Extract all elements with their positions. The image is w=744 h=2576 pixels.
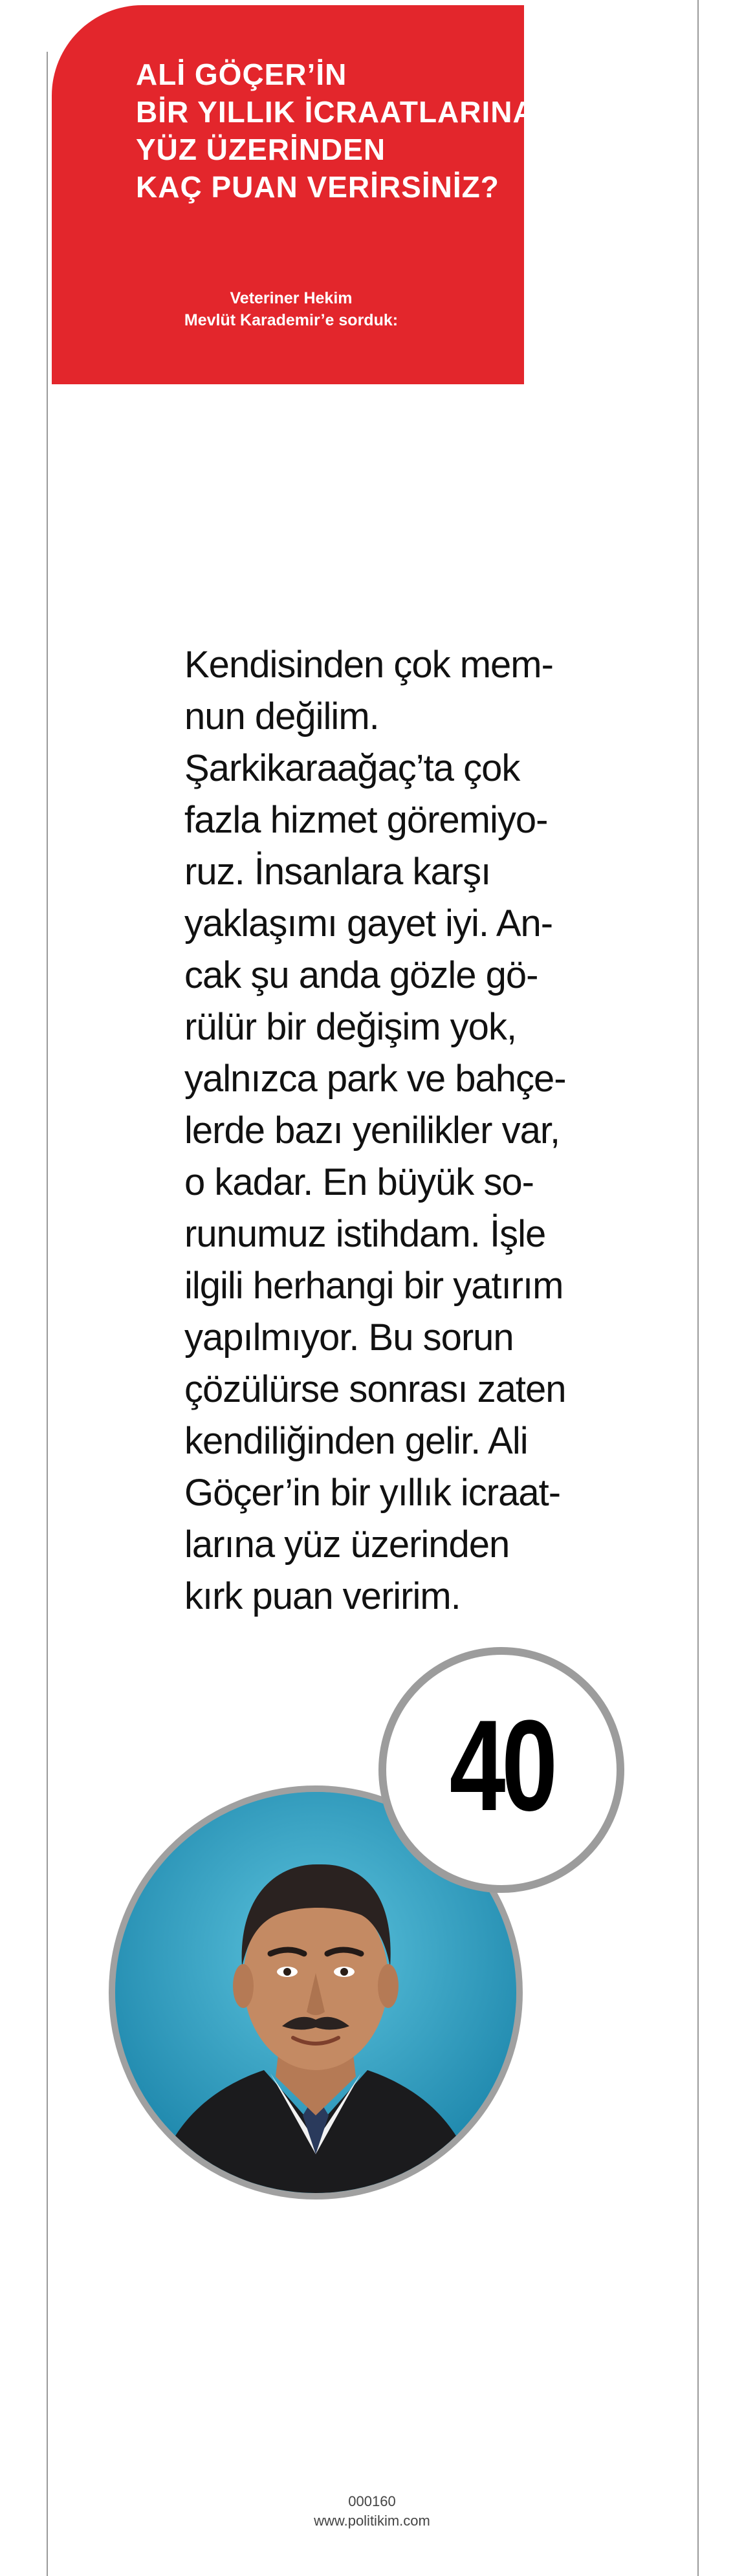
question-title-line: YÜZ ÜZERİNDEN bbox=[136, 133, 386, 166]
answer-line: Göçer’in bir yıllık icraat- bbox=[184, 1472, 561, 1514]
site-url: www.politikim.com bbox=[314, 2513, 430, 2529]
answer-line: cak şu anda gözle gö- bbox=[184, 954, 538, 996]
answer-line: lerde bazı yenilikler var, bbox=[184, 1109, 560, 1152]
question-title-line: BİR YILLIK İCRAATLARINA bbox=[136, 95, 535, 129]
answer-line: Şarkikaraağaç’ta çok bbox=[184, 747, 520, 789]
question-title-line: KAÇ PUAN VERİRSİNİZ? bbox=[136, 170, 499, 204]
page-footer bbox=[259, 2492, 485, 2531]
answer-text bbox=[184, 639, 585, 1622]
question-header bbox=[52, 5, 535, 384]
answer-line: fazla hizmet göremiyo- bbox=[184, 799, 548, 841]
interviewee-name: Mevlüt Karademir’e sorduk: bbox=[184, 311, 399, 329]
score-badge bbox=[378, 1647, 624, 1893]
answer-line: kırk puan veririm. bbox=[184, 1575, 461, 1617]
answer-line: Kendisinden çok mem- bbox=[184, 644, 553, 686]
left-border-rule bbox=[47, 52, 48, 2576]
answer-line: kendiliğinden gelir. Ali bbox=[184, 1420, 528, 1462]
answer-line: yaklaşımı gayet iyi. An- bbox=[184, 902, 553, 944]
answer-line: rülür bir değişim yok, bbox=[184, 1006, 517, 1048]
answer-line: runumuz istihdam. İşle bbox=[184, 1213, 546, 1255]
answer-line: larına yüz üzerinden bbox=[184, 1523, 510, 1566]
answer-line: yapılmıyor. Bu sorun bbox=[184, 1316, 514, 1359]
interviewee-title: Veteriner Hekim bbox=[230, 289, 353, 307]
answer-line: yalnızca park ve bahçe- bbox=[184, 1058, 566, 1100]
answer-line: nun değilim. bbox=[184, 695, 379, 737]
right-border-rule bbox=[697, 0, 699, 2576]
score-value: 40 bbox=[449, 1694, 554, 1838]
question-title bbox=[136, 56, 535, 206]
question-title-line: ALİ GÖÇER’İN bbox=[136, 58, 347, 91]
page-code: 000160 bbox=[348, 2493, 396, 2509]
answer-line: çözülürse sonrası zaten bbox=[184, 1368, 566, 1410]
answer-line: ilgili herhangi bir yatırım bbox=[184, 1265, 563, 1307]
interviewee-credit bbox=[136, 287, 446, 331]
answer-line: o kadar. En büyük so- bbox=[184, 1161, 534, 1203]
answer-line: ruz. İnsanlara karşı bbox=[184, 851, 491, 893]
